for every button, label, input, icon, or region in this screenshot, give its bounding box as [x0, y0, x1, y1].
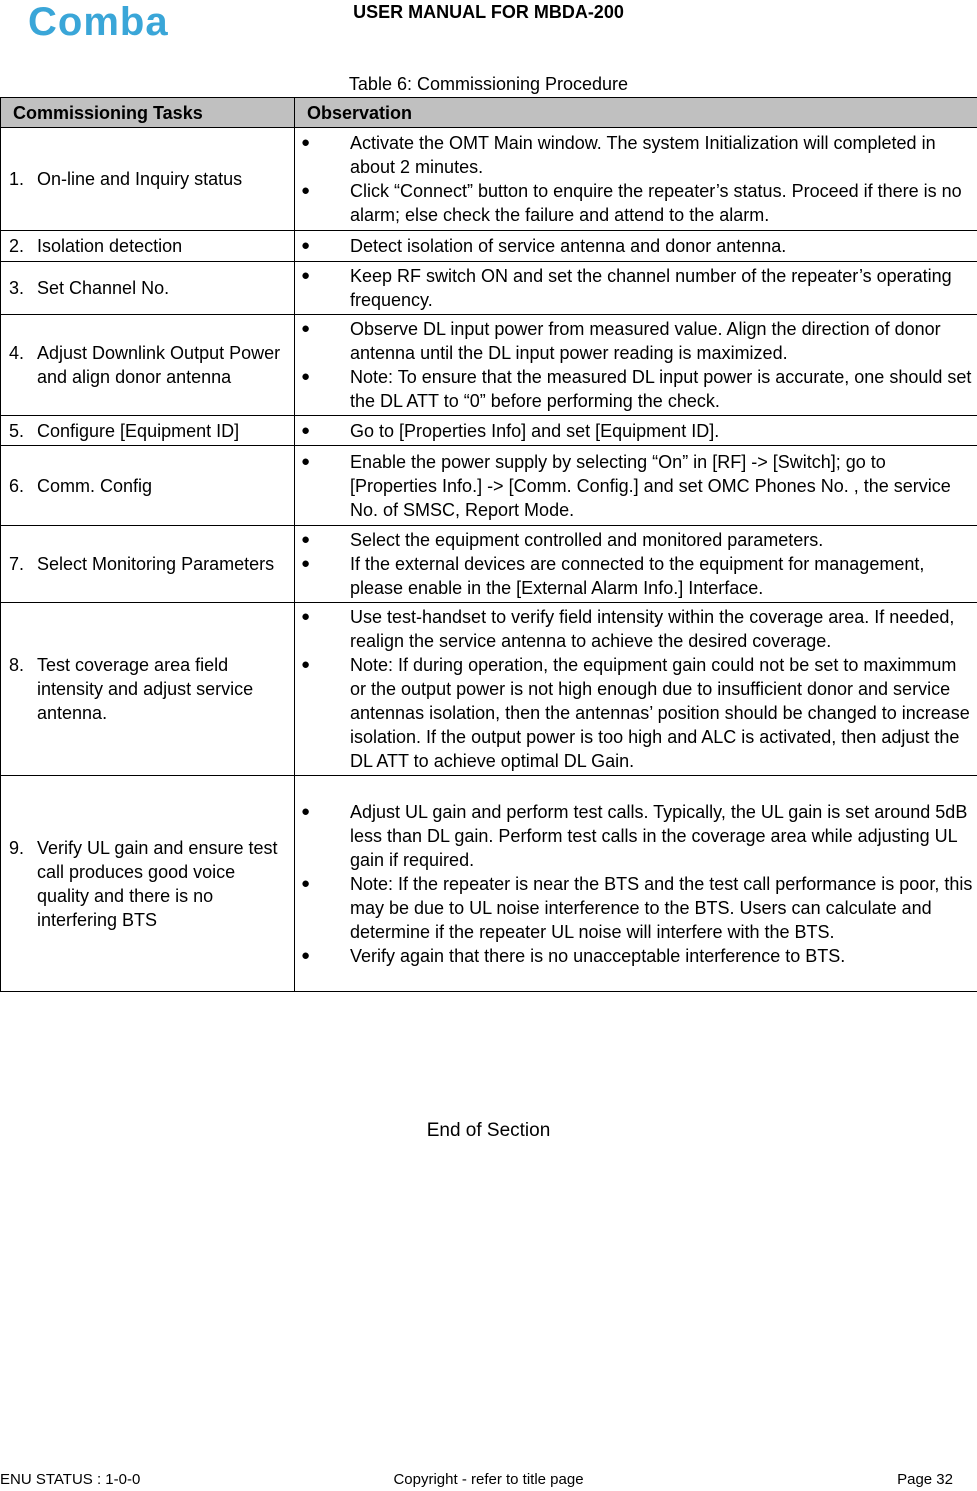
observation-text: Note: If the repeater is near the BTS and the test call performance is poor, this may be due to UL noise interference to the BTS. Users can calculate and determine if the repeater UL noise will interfere with the BTS.	[350, 873, 973, 942]
observation-item	[295, 944, 977, 968]
observation-text: Verify again that there is no unacceptable interference to BTS.	[350, 945, 846, 966]
observation-text: Use test-handset to verify field intensity within the coverage area. If needed, realign the service antenna to achieve the desired coverage.	[350, 607, 955, 651]
bullet-icon: ●	[301, 531, 311, 548]
observation-text: Select the equipment controlled and monitored parameters.	[350, 530, 824, 550]
table-row	[1, 231, 977, 262]
task-number: 9.	[9, 837, 25, 858]
task-label: Verify UL gain and ensure test call produces good voice quality and there is no interfering BTS	[37, 837, 278, 930]
bullet-icon: ●	[301, 182, 311, 199]
observation-text: Detect isolation of service antenna and donor antenna.	[350, 236, 787, 256]
task-item	[1, 836, 294, 932]
observation-item	[295, 653, 977, 773]
observation-item	[295, 450, 977, 522]
task-cell	[1, 231, 295, 262]
footer-page-number: Page 32	[897, 1471, 953, 1488]
task-number: 7.	[9, 554, 25, 574]
table-header-row	[1, 98, 977, 128]
table-row	[1, 262, 977, 315]
document-title: USER MANUAL FOR MBDA-200	[353, 2, 624, 22]
task-cell	[1, 446, 295, 526]
task-number: 2.	[9, 236, 25, 256]
bullet-icon: ●	[301, 421, 311, 439]
observation-text: Note: If during operation, the equipment gain could not be set to maximmum or the output power is not high enough due to insufficient donor and service antennas isolation, then the antennas’ position should be changed to increase isolation. If the output power is too high and ALC is activated, then adjust the DL ATT to achieve optimal DL Gain.	[350, 655, 970, 771]
bullet-icon: ●	[301, 946, 311, 964]
observation-text: Click “Connect” button to enquire the repeater’s status. Proceed if there is no alarm; else check the failure and attend to the alarm.	[350, 181, 962, 225]
observation-list	[295, 262, 977, 314]
table-row	[1, 315, 977, 416]
observation-list	[295, 232, 977, 260]
observation-list	[295, 526, 977, 602]
task-label: Test coverage area field intensity and adjust service antenna.	[37, 655, 254, 723]
observation-item	[295, 131, 977, 179]
task-number: 1.	[9, 169, 25, 189]
bullet-icon: ●	[301, 267, 311, 284]
observation-list	[295, 129, 977, 229]
observation-text: Activate the OMT Main window. The system Initialization will completed in about 2 minutes.	[350, 133, 936, 177]
observation-text: Keep RF switch ON and set the channel number of the repeater’s operating frequency.	[350, 266, 952, 310]
table-row	[1, 446, 977, 526]
table-row	[1, 526, 977, 603]
task-label: On-line and Inquiry status	[37, 169, 243, 189]
observation-item	[295, 365, 977, 413]
observation-text: Go to [Properties Info] and set [Equipment ID].	[350, 420, 720, 441]
bullet-icon: ●	[301, 608, 311, 625]
bullet-icon: ●	[301, 368, 311, 385]
task-cell	[1, 128, 295, 231]
observation-item	[295, 179, 977, 227]
table-caption: Table 6: Commissioning Procedure	[348, 74, 629, 94]
task-item	[1, 341, 294, 389]
task-number: 8.	[9, 655, 25, 675]
task-item	[1, 276, 294, 300]
footer-status: ENU STATUS : 1-0-0	[0, 1471, 141, 1488]
bullet-icon: ●	[301, 237, 311, 254]
table-row	[1, 416, 977, 446]
task-cell	[1, 776, 295, 992]
observation-cell	[295, 526, 977, 603]
task-cell	[1, 526, 295, 603]
bullet-icon: ●	[301, 656, 311, 673]
footer-copyright: Copyright - refer to title page	[393, 1471, 584, 1488]
task-cell	[1, 262, 295, 315]
observation-cell	[295, 776, 977, 992]
observation-item	[295, 264, 977, 312]
table-row	[1, 128, 977, 231]
observation-text: Enable the power supply by selecting “On” in [RF] -> [Switch]; go to [Properties Info.] -> [Comm. Config.] and set OMC Phones No. , the service No. of SMSC, Report Mode.	[350, 451, 951, 520]
task-item	[1, 474, 294, 498]
observation-text: Observe DL input power from measured value. Align the direction of donor antenna until the DL input power reading is maximized.	[350, 319, 941, 363]
observation-cell	[295, 446, 977, 526]
bullet-icon: ●	[301, 452, 311, 470]
task-number: 6.	[9, 475, 25, 496]
observation-text: Adjust UL gain and perform test calls. Typically, the UL gain is set around 5dB less than DL gain. Perform test calls in the coverage area while adjusting UL gain if required.	[350, 801, 968, 870]
observation-item	[295, 317, 977, 365]
task-cell	[1, 603, 295, 776]
observation-item	[295, 528, 977, 552]
task-label: Configure [Equipment ID]	[37, 420, 240, 441]
observation-cell	[295, 128, 977, 231]
task-number: 4.	[9, 343, 25, 363]
table-row	[1, 776, 977, 992]
observation-cell	[295, 262, 977, 315]
observation-item	[295, 872, 977, 944]
observation-item	[295, 800, 977, 872]
bullet-icon: ●	[301, 874, 311, 892]
observation-cell	[295, 416, 977, 446]
table-row	[1, 603, 977, 776]
observation-list	[295, 417, 977, 445]
bullet-icon: ●	[301, 320, 311, 337]
observation-list	[295, 798, 977, 970]
end-of-section: End of Section	[426, 1120, 551, 1141]
task-item	[1, 653, 294, 725]
task-label: Isolation detection	[37, 236, 183, 256]
observation-item	[295, 552, 977, 600]
task-item	[1, 234, 294, 258]
task-label: Select Monitoring Parameters	[37, 554, 275, 574]
task-label: Set Channel No.	[37, 278, 170, 298]
logo-text: Comba	[28, 2, 169, 42]
commissioning-table	[0, 97, 977, 992]
task-label: Adjust Downlink Output Power and align donor antenna	[37, 343, 281, 387]
observation-item	[295, 234, 977, 258]
observation-text: If the external devices are connected to the equipment for management, please enable in the [External Alarm Info.] Interface.	[350, 554, 925, 598]
task-cell	[1, 416, 295, 446]
observation-item	[295, 605, 977, 653]
column-header-tasks: Commissioning Tasks	[1, 98, 295, 128]
observation-list	[295, 448, 977, 524]
observation-cell	[295, 231, 977, 262]
observation-text: Note: To ensure that the measured DL input power is accurate, one should set the DL ATT to “0” before performing the check.	[350, 367, 972, 411]
task-item	[1, 167, 294, 191]
observation-item	[295, 419, 977, 443]
bullet-icon: ●	[301, 134, 311, 151]
task-number: 5.	[9, 420, 25, 441]
observation-list	[295, 315, 977, 415]
observation-list	[295, 603, 977, 775]
observation-cell	[295, 315, 977, 416]
column-header-observation: Observation	[295, 98, 977, 128]
bullet-icon: ●	[301, 802, 311, 820]
task-number: 3.	[9, 278, 25, 298]
observation-cell	[295, 603, 977, 776]
bullet-icon: ●	[301, 555, 311, 572]
task-cell	[1, 315, 295, 416]
task-item	[1, 419, 294, 443]
task-item	[1, 552, 294, 576]
task-label: Comm. Config	[37, 475, 153, 496]
